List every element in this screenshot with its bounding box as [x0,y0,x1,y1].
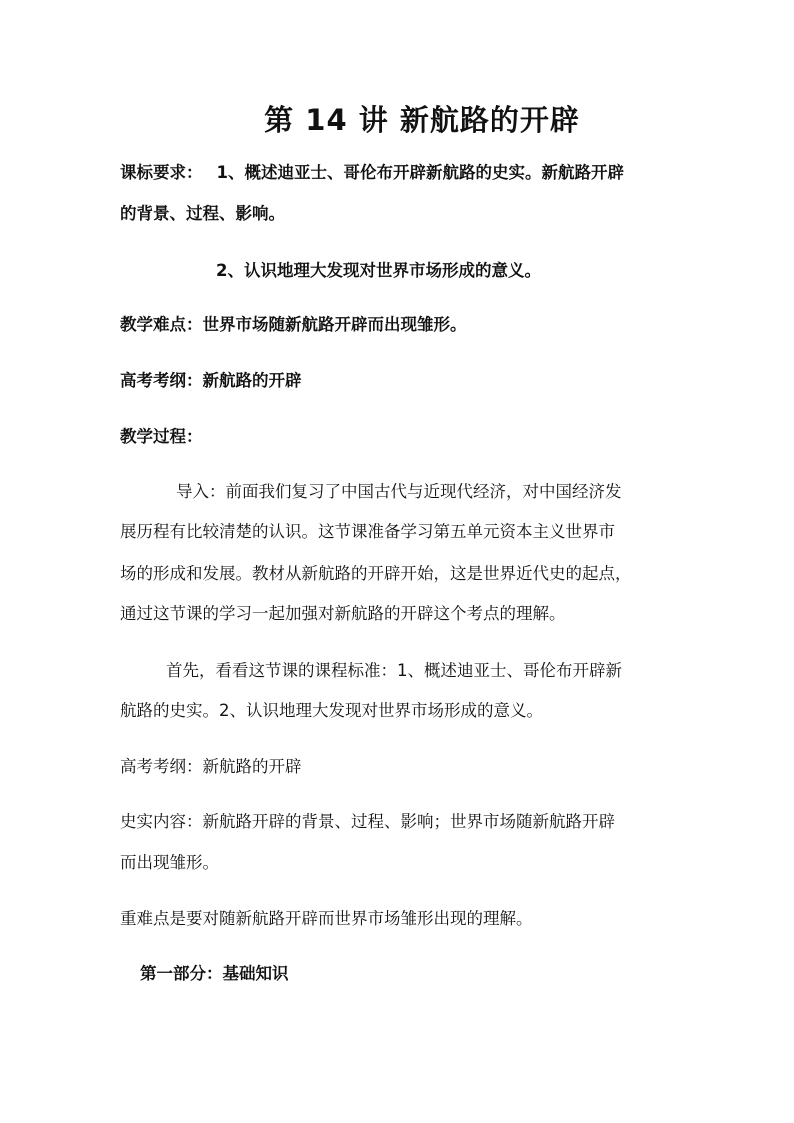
intro-line-4: 通过这节课的学习一起加强对新航路的开辟这个考点的理解。 [120,604,566,623]
page-title: 第 14 讲 新航路的开辟 [264,103,580,137]
curriculum-line-3: 2、认识地理大发现对世界市场形成的意义。 [216,261,541,280]
curriculum-line-2: 的背景、过程、影响。 [120,204,285,223]
process-label: 教学过程： [120,427,203,446]
exam-outline-label: 高考考纲： [120,371,203,390]
curriculum-line-1 [120,162,624,184]
intro-line-3: 场的形成和发展。教材从新航路的开辟开始，这是世界近代史的起点， [120,564,632,583]
content-line-2: 而出现雏形。 [120,853,219,872]
difficulty-label: 教学难点： [120,315,203,334]
curriculum-text-1: 1、概述迪亚士、哥伦布开辟新航路的史实。新航路开辟 [216,163,624,182]
part1-heading: 第一部分：基础知识 [140,964,289,983]
difficulty-text: 世界市场随新航路开辟而出现雏形。 [202,315,467,334]
difficulty-line [120,314,467,336]
content-line-1: 史实内容：新航路开辟的背景、过程、影响；世界市场随新航路开辟 [120,812,615,831]
exam-outline-line [120,370,302,392]
curriculum-label: 课标要求： [120,163,203,182]
first-line-1: 首先，看看这节课的课程标准：1、概述迪亚士、哥伦布开辟新 [166,661,622,680]
exam-outline-text: 新航路的开辟 [202,371,302,390]
first-line-2: 航路的史实。2、认识地理大发现对世界市场形成的意义。 [120,701,543,720]
intro-line-1: 导入：前面我们复习了中国古代与近现代经济，对中国经济发 [176,482,622,501]
exam-outline-2: 高考考纲：新航路的开辟 [120,757,302,776]
intro-line-2: 展历程有比较清楚的认识。这节课准备学习第五单元资本主义世界市 [120,522,615,541]
key-point-line: 重难点是要对随新航路开辟而世界市场雏形出现的理解。 [120,909,533,928]
